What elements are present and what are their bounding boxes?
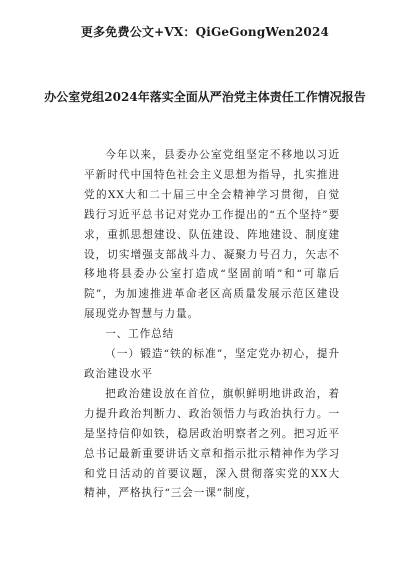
- document-body: [84, 146, 340, 504]
- promo-header: 更多免费公文+VX：QiGeGongWen2024: [80, 25, 330, 39]
- section-heading: 一、工作总结: [105, 328, 175, 341]
- body-paragraph: 今年以来，县委办公室党组坚定不移地以习近平新时代中国特色社会主义思想为指导，扎实推进党的XX大和二十届三中全会精神学习贯彻，自觉践行习近平总书记对党办工作提出的“五个坚持”要求，重抓思想建设、队伍建设、阵地建设、制度建设，切实增强支部战斗力、凝聚力号召力，矢志不移地将县委办公室打造成“坚固前哨”和“可靠后院”，为加速推进革命老区高质量发展示范区建设展现党办智慧与力量。: [84, 149, 340, 321]
- document-title: 办公室党组2024年落实全面从严治党主体责任工作情况报告: [44, 90, 366, 104]
- sub-heading: （一）锻造“铁的标准”，坚定党办初心，提升政治建设水平: [84, 348, 340, 380]
- body-paragraph-2: 把政治建设放在首位，旗帜鲜明地讲政治，着力提升政治判断力、政治领悟力与政治执行力。一是坚持信仰如铁，稳居政治明察者之列。把习近平总书记最新重要讲话文章和指示批示精神作为学习和党日活动的首要议题，深入贯彻落实党的XX大精神，严格执行“三会一课”制度，: [84, 387, 340, 500]
